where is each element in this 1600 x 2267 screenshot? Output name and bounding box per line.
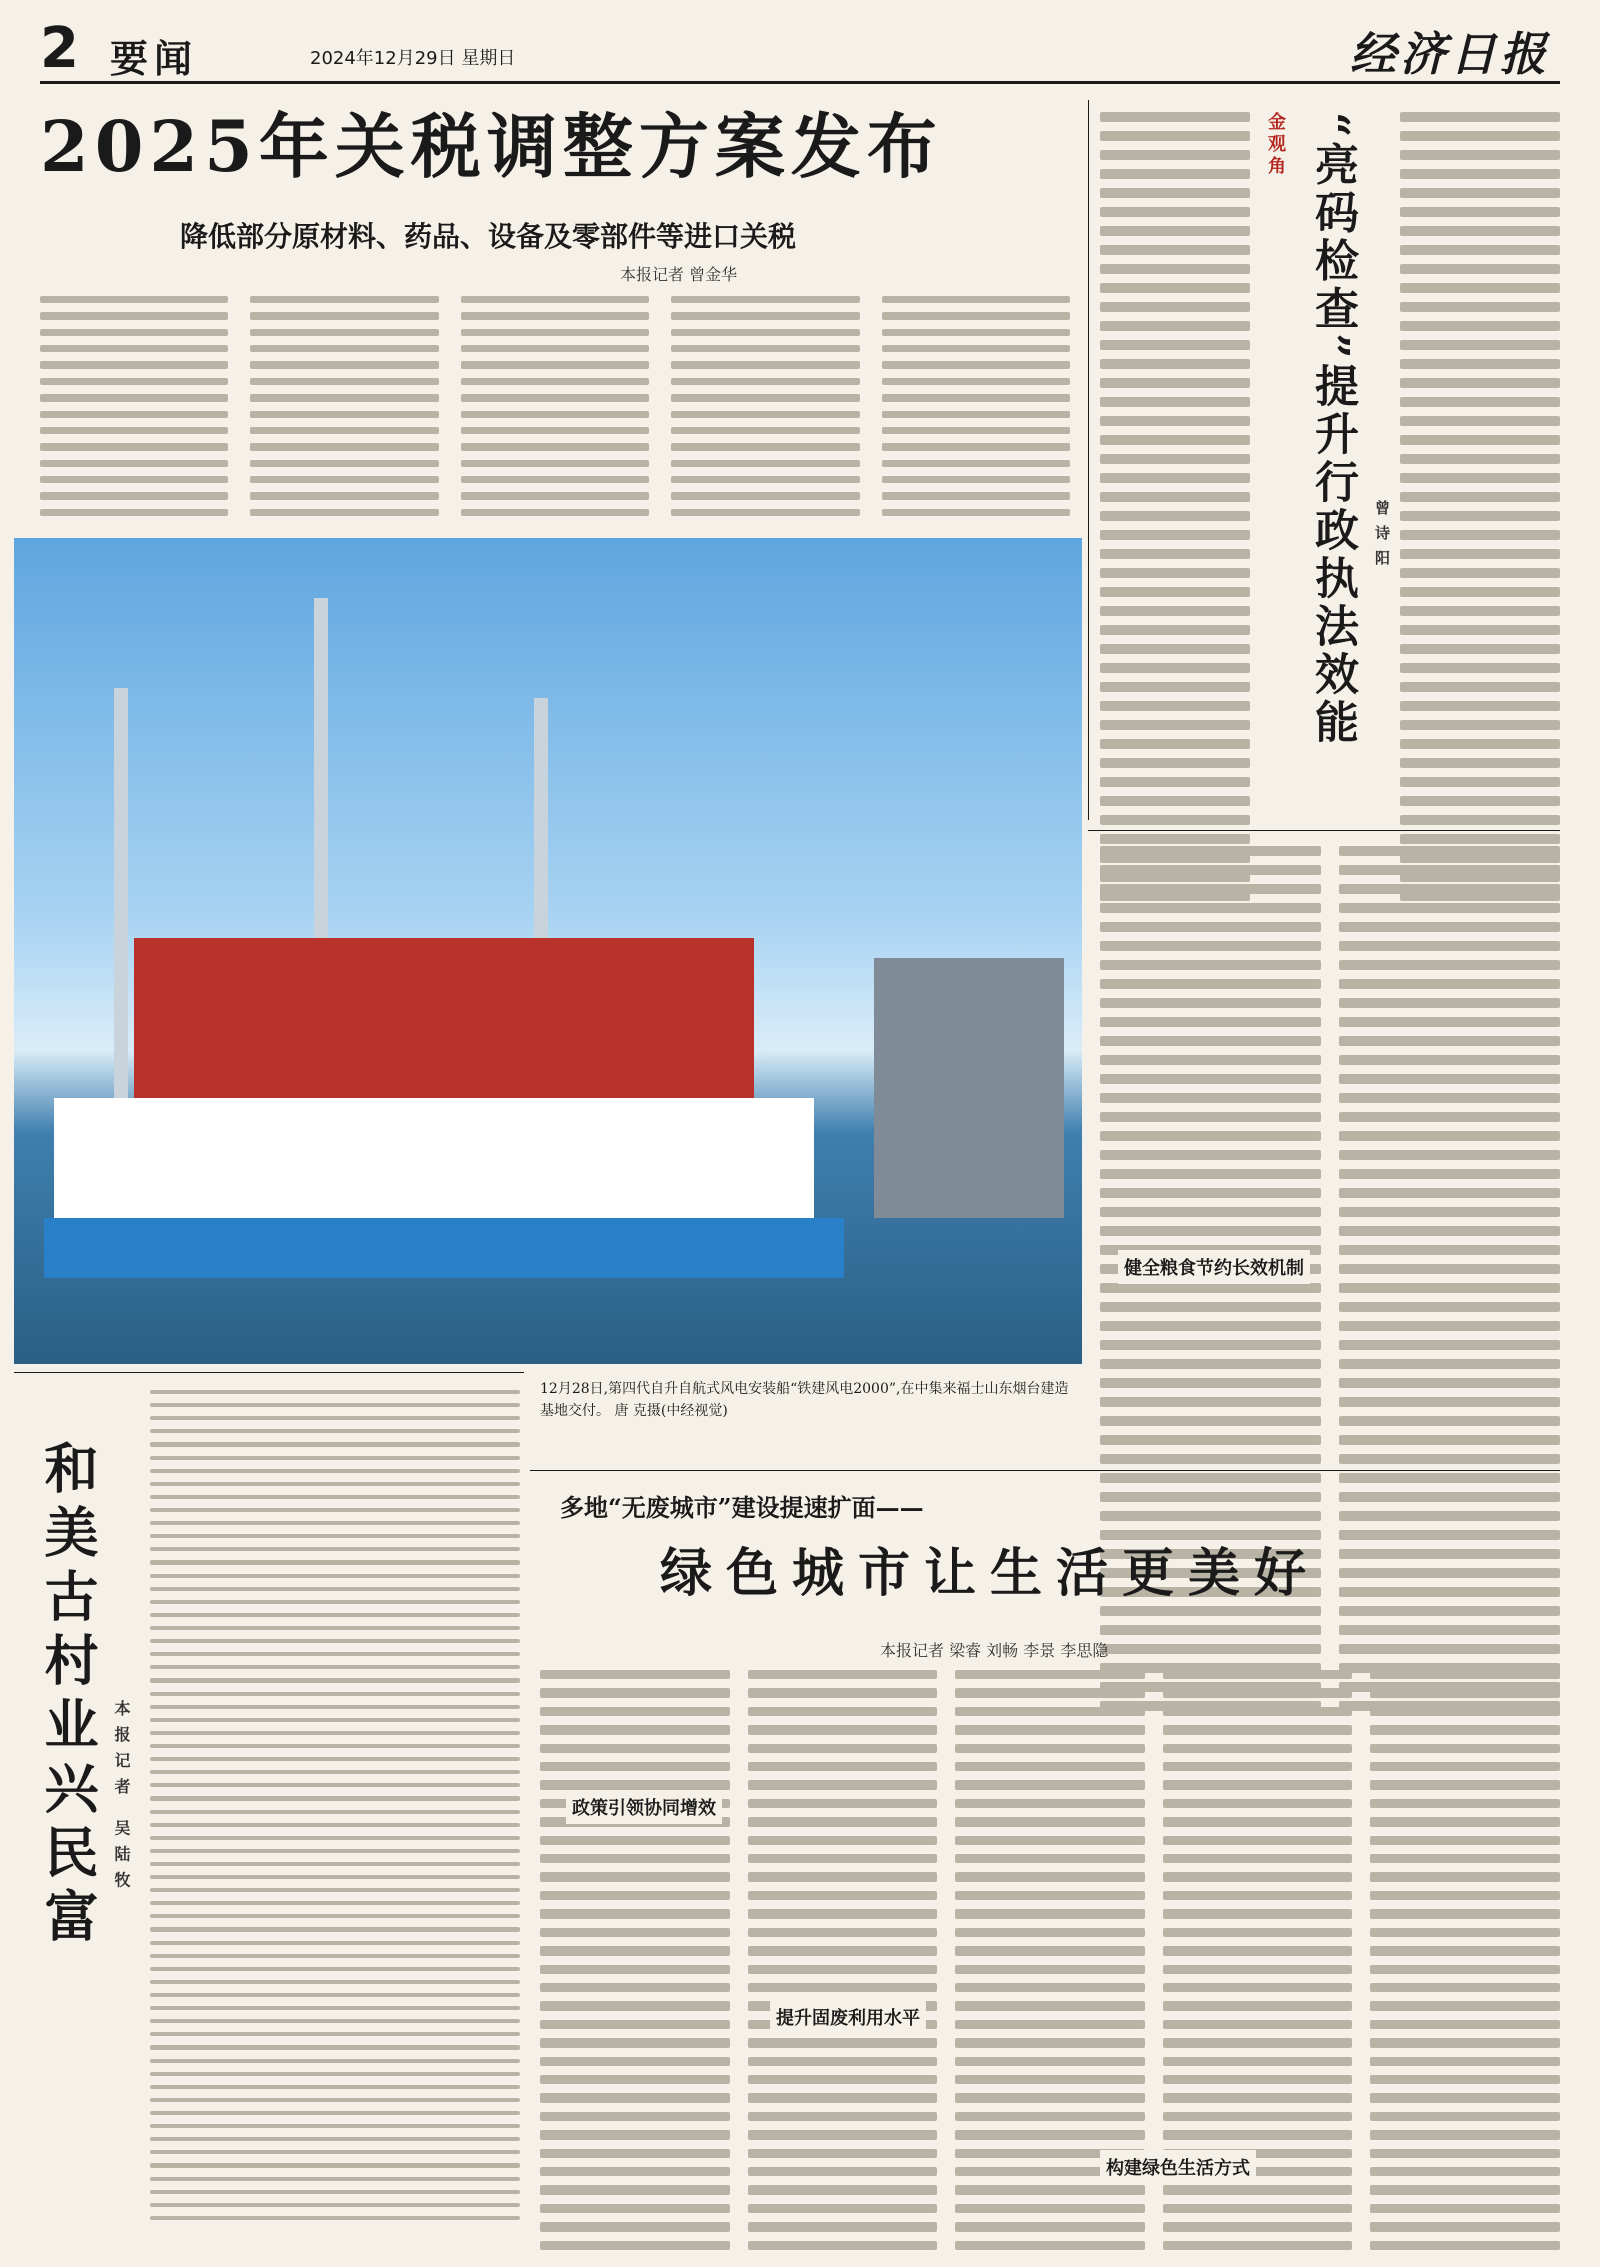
top-story-headline: 2025年关税调整方案发布 [40, 105, 943, 188]
top-story-subheadline: 降低部分原材料、药品、设备及零部件等进口关税 [180, 220, 797, 253]
city-subhead-waste: 提升固废利用水平 [770, 2000, 926, 2034]
section-name: 要闻 [110, 36, 199, 81]
top-story-body [40, 296, 1070, 516]
section-rule [1088, 830, 1560, 831]
photo-caption-text: 12月28日,第四代自升自航式风电安装船“铁建风电2000”,在中集来福士山东烟台建造基地交付。 [540, 1381, 1069, 1420]
commentary-label: 金观角 [1265, 112, 1286, 178]
village-story-headline: 和美古村业兴民富 [36, 1440, 100, 1952]
photo-caption [540, 1378, 1080, 1423]
commentary-body-right [1400, 112, 1560, 901]
ship-superstructure [134, 938, 754, 1108]
commentary-author: 曾诗阳 [1373, 500, 1391, 575]
page-number: 2 [40, 16, 79, 81]
city-story-headline: 绿色城市让生活更美好 [660, 1543, 1321, 1604]
grain-story-subhead: 健全粮食节约长效机制 [1118, 1250, 1310, 1284]
ship-hull [44, 1218, 844, 1278]
city-subhead-policy: 政策引领协同增效 [566, 1790, 722, 1824]
city-story-kicker: 多地“无废城市”建设提速扩面—— [560, 1493, 924, 1522]
column-divider [1088, 100, 1089, 820]
ship-deck [54, 1098, 814, 1228]
section-rule [530, 1470, 1560, 1471]
village-story-body [150, 1390, 520, 2220]
city-story-body [540, 1670, 1560, 2250]
masthead [40, 14, 1560, 84]
dockyard-building [874, 958, 1064, 1218]
city-subhead-lifestyle: 构建绿色生活方式 [1100, 2150, 1256, 2184]
village-story-byline: 本报记者 吴陆牧 [112, 1700, 131, 1898]
top-story-byline: 本报记者 曾金华 [620, 265, 738, 284]
wind-turbine-ship-photo [14, 538, 1082, 1364]
city-story-byline: 本报记者 梁睿 刘畅 李景 李思隐 [880, 1641, 1109, 1660]
paper-name: 经济日报 [1350, 27, 1550, 81]
commentary-body-left [1100, 112, 1250, 901]
issue-date: 2024年12月29日 星期日 [310, 48, 516, 69]
section-rule [14, 1372, 524, 1373]
photo-credit: 唐 克摄(中经视觉) [614, 1403, 728, 1420]
commentary-headline: “亮码检查”提升行政执法效能 [1307, 112, 1358, 747]
